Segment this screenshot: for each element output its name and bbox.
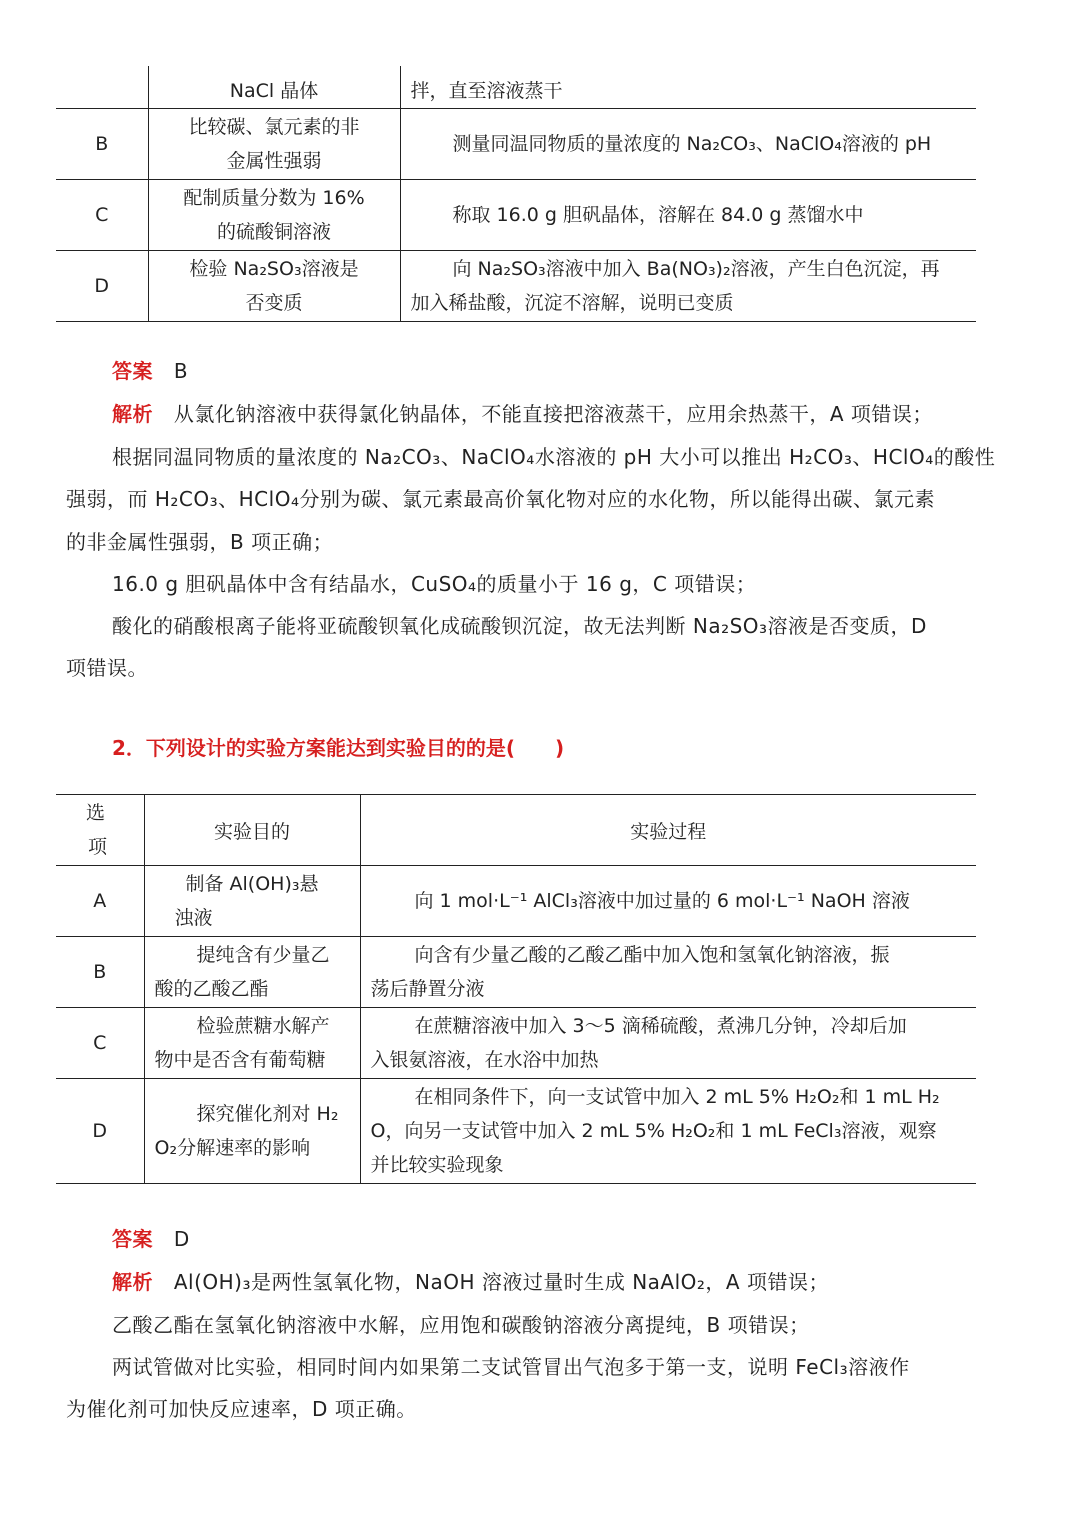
- goal-cell: 探究催化剂对 H₂ O₂分解速率的影响: [144, 1079, 360, 1184]
- analysis-2-line-1: 解析 Al(OH)₃是两性氢氧化物，NaOH 溶液过量时生成 NaAlO₂，A 项错误；: [112, 1270, 829, 1294]
- analysis-1-line-4: 的非金属性强弱，B 项正确；: [66, 530, 334, 554]
- process-cell: 测量同温同物质的量浓度的 Na₂CO₃、NaClO₄溶液的 pH: [400, 109, 976, 180]
- table-row: [56, 180, 976, 251]
- analysis-2-line-3: 两试管做对比实验，相同时间内如果第二支试管冒出气泡多于第一支，说明 FeCl₃溶液作: [112, 1355, 910, 1379]
- analysis-1-line-5: 16.0 g 胆矾晶体中含有结晶水，CuSO₄的质量小于 16 g，C 项错误；: [112, 572, 757, 596]
- question-2-title: 2．下列设计的实验方案能达到实验目的的是( ): [112, 736, 565, 760]
- goal-cell: 检验 Na₂SO₃溶液是 否变质: [148, 251, 400, 322]
- analysis-1-line-7: 项错误。: [66, 656, 148, 680]
- answer-2: [112, 1222, 190, 1256]
- table-2: [56, 794, 976, 1184]
- process-cell: 称取 16.0 g 胆矾晶体，溶解在 84.0 g 蒸馏水中: [400, 180, 976, 251]
- analysis-2-line-4: 为催化剂可加快反应速率，D 项正确。: [66, 1397, 417, 1421]
- answer-value: D: [173, 1227, 190, 1251]
- option-cell: C: [56, 1008, 144, 1079]
- answer-value: B: [173, 359, 189, 383]
- option-cell: [56, 66, 148, 109]
- process-cell: 向含有少量乙酸的乙酸乙酯中加入饱和氢氧化钠溶液，振 荡后静置分液: [360, 937, 976, 1008]
- answer-label: 答案: [112, 1227, 153, 1251]
- goal-cell: 制备 Al(OH)₃悬 浊液: [144, 866, 360, 937]
- process-cell: 在蔗糖溶液中加入 3～5 滴稀硫酸，煮沸几分钟，冷却后加 入银氨溶液，在水浴中加热: [360, 1008, 976, 1079]
- process-cell: 拌，直至溶液蒸干: [400, 66, 976, 109]
- analysis-2-line-2: 乙酸乙酯在氢氧化钠溶液中水解，应用饱和碳酸钠溶液分离提纯，B 项错误；: [112, 1313, 810, 1337]
- table-row: [56, 109, 976, 180]
- goal-cell: 检验蔗糖水解产 物中是否含有葡萄糖: [144, 1008, 360, 1079]
- answer-label: 答案: [112, 359, 153, 383]
- analysis-1-line-1: 解析 从氯化钠溶液中获得氯化钠晶体，不能直接把溶液蒸干，应用余热蒸干，A 项错误；: [112, 402, 933, 426]
- option-cell: D: [56, 251, 148, 322]
- header-process: 实验过程: [360, 795, 976, 866]
- option-cell: C: [56, 180, 148, 251]
- header-goal: 实验目的: [144, 795, 360, 866]
- analysis-1-line-2: 根据同温同物质的量浓度的 Na₂CO₃、NaClO₄水溶液的 pH 大小可以推出 H₂CO₃、HClO₄的酸性: [112, 445, 996, 469]
- analysis-label: 解析: [112, 1270, 153, 1294]
- goal-cell: 提纯含有少量乙 酸的乙酸乙酯: [144, 937, 360, 1008]
- table-row: [56, 937, 976, 1008]
- process-cell: 向 Na₂SO₃溶液中加入 Ba(NO₃)₂溶液，产生白色沉淀，再 加入稀盐酸，沉淀不溶解，说明已变质: [400, 251, 976, 322]
- process-cell: 在相同条件下，向一支试管中加入 2 mL 5% H₂O₂和 1 mL H₂ O，向另一支试管中加入 2 mL 5% H₂O₂和 1 mL FeCl₃溶液，观察 并比较实验现象: [360, 1079, 976, 1184]
- table-row: [56, 1079, 976, 1184]
- table-row: [56, 66, 976, 109]
- option-cell: A: [56, 866, 144, 937]
- option-cell: B: [56, 937, 144, 1008]
- table-row: [56, 866, 976, 937]
- table-header-row: [56, 795, 976, 866]
- goal-cell: 配制质量分数为 16% 的硫酸铜溶液: [148, 180, 400, 251]
- analysis-label: 解析: [112, 402, 153, 426]
- header-option: 选 项: [56, 795, 144, 866]
- table-1: [56, 66, 976, 322]
- answer-1: [112, 354, 188, 388]
- goal-cell: NaCl 晶体: [148, 66, 400, 109]
- option-cell: D: [56, 1079, 144, 1184]
- table-row: [56, 251, 976, 322]
- table-row: [56, 1008, 976, 1079]
- analysis-1-line-3: 强弱，而 H₂CO₃、HClO₄分别为碳、氯元素最高价氧化物对应的水化物，所以能得出碳、氯元素: [66, 487, 935, 511]
- goal-cell: 比较碳、氯元素的非 金属性强弱: [148, 109, 400, 180]
- analysis-1-line-6: 酸化的硝酸根离子能将亚硫酸钡氧化成硫酸钡沉淀，故无法判断 Na₂SO₃溶液是否变质，D: [112, 614, 927, 638]
- process-cell: 向 1 mol·L⁻¹ AlCl₃溶液中加过量的 6 mol·L⁻¹ NaOH 溶液: [360, 866, 976, 937]
- option-cell: B: [56, 109, 148, 180]
